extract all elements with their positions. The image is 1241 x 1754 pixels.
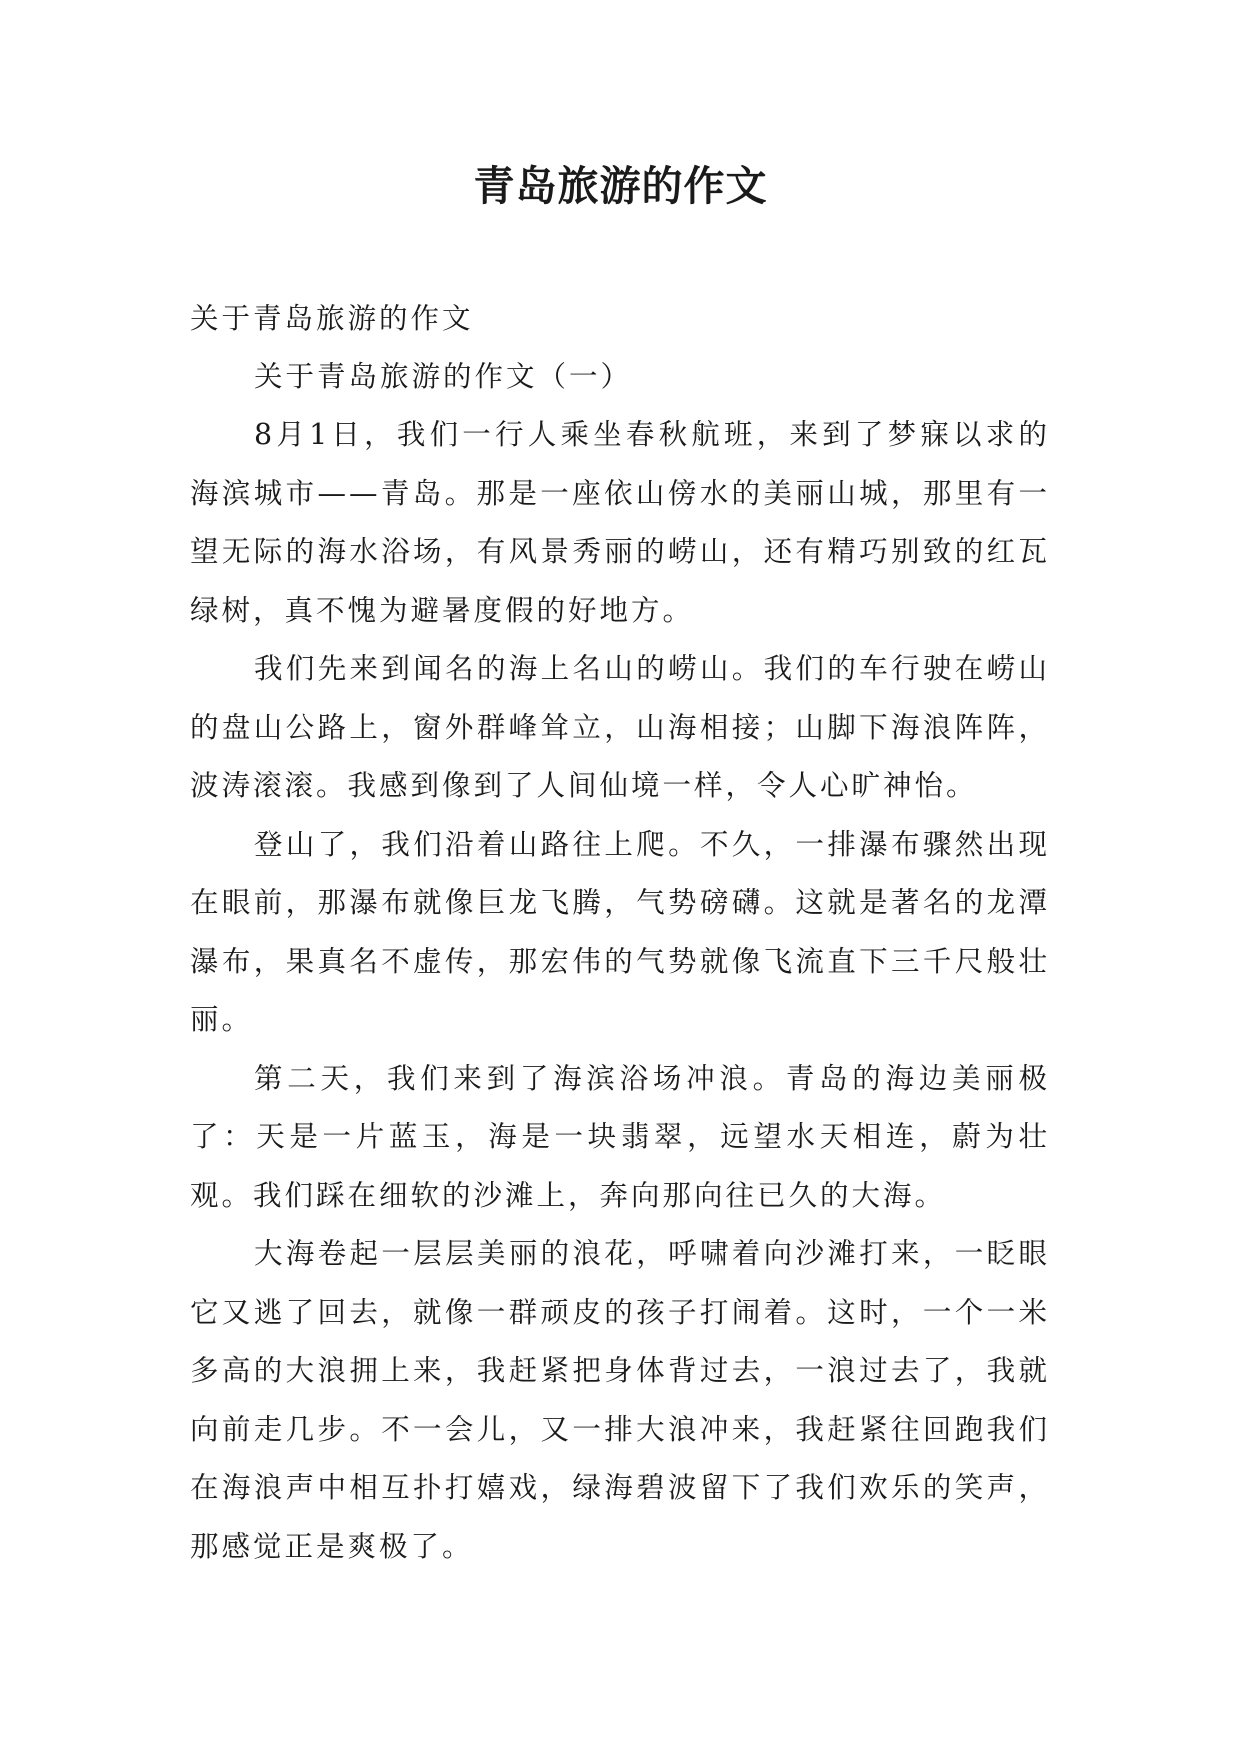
document-subtitle: 关于青岛旅游的作文 [190,302,474,335]
paragraph-beach: 第二天，我们来到了海滨浴场冲浪。青岛的海边美丽极了：天是一片蓝玉，海是一块翡翠，远望水天相连，蔚为壮观。我们踩在细软的沙滩上，奔向那向往已久的大海。 [190,1061,1050,1212]
section-heading: 关于青岛旅游的作文（一） [254,360,633,393]
paragraph-laoshan: 我们先来到闻名的海上名山的崂山。我们的车行驶在崂山的盘山公路上，窗外群峰耸立，山海相接；山脚下海浪阵阵，波涛滚滚。我感到像到了人间仙境一样，令人心旷神怡。 [190,652,1050,802]
document-body [190,290,1050,1576]
paragraph-waves: 大海卷起一层层美丽的浪花，呼啸着向沙滩打来，一眨眼它又逃了回去，就像一群顽皮的孩子打闹着。这时，一个一米多高的大浪拥上来，我赶紧把身体背过去，一浪过去了，我就向前走几步。不一会儿，又一排大浪冲来，我赶紧往回跑我们在海浪声中相互扑打嬉戏，绿海碧波留下了我们欢乐的笑声，那感觉正是爽极了。 [190,1237,1050,1563]
paragraph-arrival: 8月1日，我们一行人乘坐春秋航班，来到了梦寐以求的海滨城市——青岛。那是一座依山傍水的美丽山城，那里有一望无际的海水浴场，有风景秀丽的崂山，还有精巧别致的红瓦绿树，真不愧为避暑度假的好地方。 [190,418,1050,627]
paragraph-waterfall: 登山了，我们沿着山路往上爬。不久，一排瀑布骤然出现在眼前，那瀑布就像巨龙飞腾，气势磅礴。这就是著名的龙潭瀑布，果真名不虚传，那宏伟的气势就像飞流直下三千尺般壮丽。 [190,827,1050,1036]
page-title: 青岛旅游的作文 [473,162,768,210]
